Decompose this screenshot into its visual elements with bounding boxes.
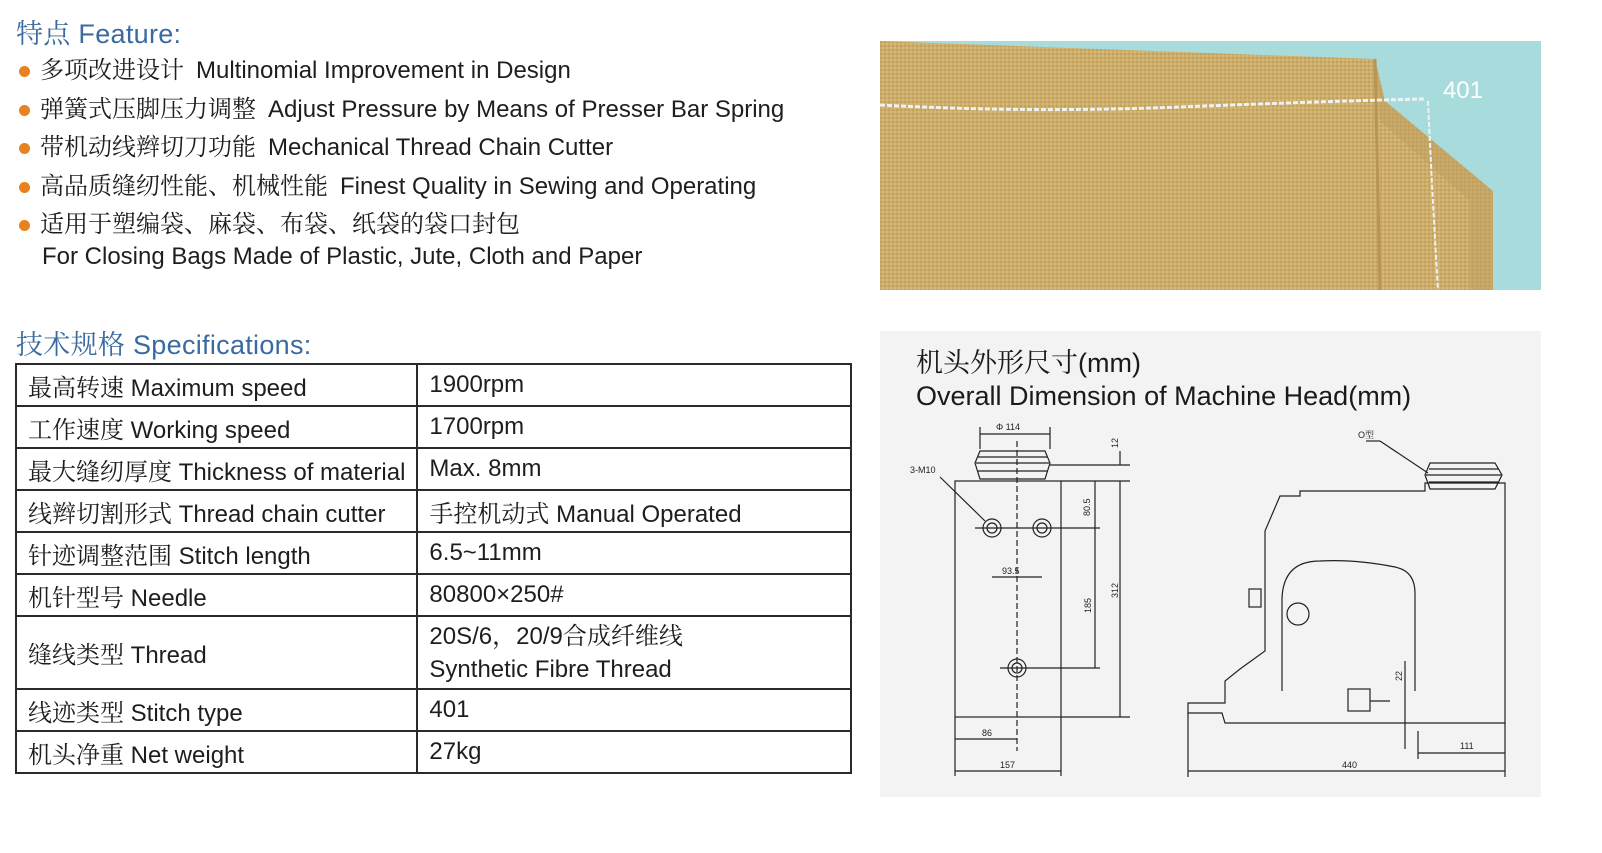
spec-value: 27kg [417,731,851,773]
spec-value-line: Synthetic Fibre Thread [429,655,672,683]
feature-en: Mechanical Thread Chain Cutter [268,134,614,161]
spec-value: 1900rpm [417,364,851,406]
feature-continuation: For Closing Bags Made of Plastic, Jute, Cloth and Paper [42,243,643,270]
spec-label: 针迹调整范围 Stitch length [16,532,417,574]
spec-label: 最高转速 Maximum speed [16,364,417,406]
spec-value: 401 [417,689,851,731]
spec-label: 工作速度 Working speed [16,406,417,448]
feature-cn: 多项改进设计 [40,57,184,84]
spec-value: Max. 8mm [417,448,851,490]
feature-item [16,133,784,172]
feature-item [16,172,784,211]
dim-m10: 3-M10 [910,465,936,475]
bullet-icon [19,66,30,77]
feature-en: Adjust Pressure by Means of Presser Bar Spring [268,95,785,123]
feature-cn: 适用于塑编袋、麻袋、布袋、纸袋的袋口封包 [40,211,520,238]
spec-label: 最大缝纫厚度 Thickness of material [16,448,417,490]
spec-label: 机针型号 Needle [16,574,417,616]
table-row [16,448,851,490]
dim-440: 440 [1342,760,1358,770]
spec-label: 线迹类型 Stitch type [16,689,417,731]
table-row [16,364,851,406]
stitch-type-label: 401 [1442,77,1483,104]
spec-label: 缝线类型 Thread [16,616,417,689]
dim-93-5: 93.5 [1002,566,1020,576]
table-row [16,731,851,773]
spec-label: 机头净重 Net weight [16,731,417,773]
dim-86: 86 [982,728,993,738]
bullet-icon [19,143,30,154]
spec-value: 80800×250# [417,574,851,616]
feature-item [16,56,784,95]
table-row [16,406,851,448]
dimension-title-cn: 机头外形尺寸(mm) [916,348,1141,378]
dim-185: 185 [1083,597,1093,613]
feature-en: Multinomial Improvement in Design [196,57,571,84]
dim-12: 12 [1110,437,1120,448]
dim-phi114: Φ 114 [996,422,1021,432]
spec-value-line: 20S/6，20/9合成纤维线 [429,622,683,650]
bag-photo [880,41,1541,290]
table-row [16,689,851,731]
feature-en: Finest Quality in Sewing and Operating [340,172,757,200]
feature-list [16,56,784,249]
table-row [16,616,851,689]
feature-cn: 弹簧式压脚压力调整 [40,95,256,123]
dim-312: 312 [1110,582,1120,598]
bullet-icon [19,220,30,231]
bag-illustration [880,41,1541,290]
spec-value: 6.5~11mm [417,532,851,574]
dim-80-5: 80.5 [1082,498,1092,516]
bullet-icon [19,182,30,193]
dim-22: 22 [1394,670,1404,681]
feature-cn: 带机动线辫切刀功能 [40,134,256,161]
dim-157: 157 [1000,760,1016,770]
bullet-icon [19,105,30,116]
spec-label: 线辫切割形式 Thread chain cutter [16,490,417,532]
table-row [16,490,851,532]
spec-value: 1700rpm [417,406,851,448]
spec-table [15,363,852,774]
dimension-title-en: Overall Dimension of Machine Head(mm) [916,381,1412,411]
table-row [16,532,851,574]
feature-cn: 高品质缝纫性能、机械性能 [40,172,328,200]
spec-heading: 技术规格 Specifications: [16,330,312,360]
feature-heading: 特点 Feature: [16,19,182,49]
dimension-title [916,347,1411,413]
table-row [16,574,851,616]
spec-value [417,616,851,689]
spec-value: 手控机动式 Manual Operated [417,490,851,532]
dim-oring: O型 [1358,430,1375,440]
feature-item [16,95,784,134]
dimension-panel [880,331,1541,797]
dim-111: 111 [1460,741,1474,751]
